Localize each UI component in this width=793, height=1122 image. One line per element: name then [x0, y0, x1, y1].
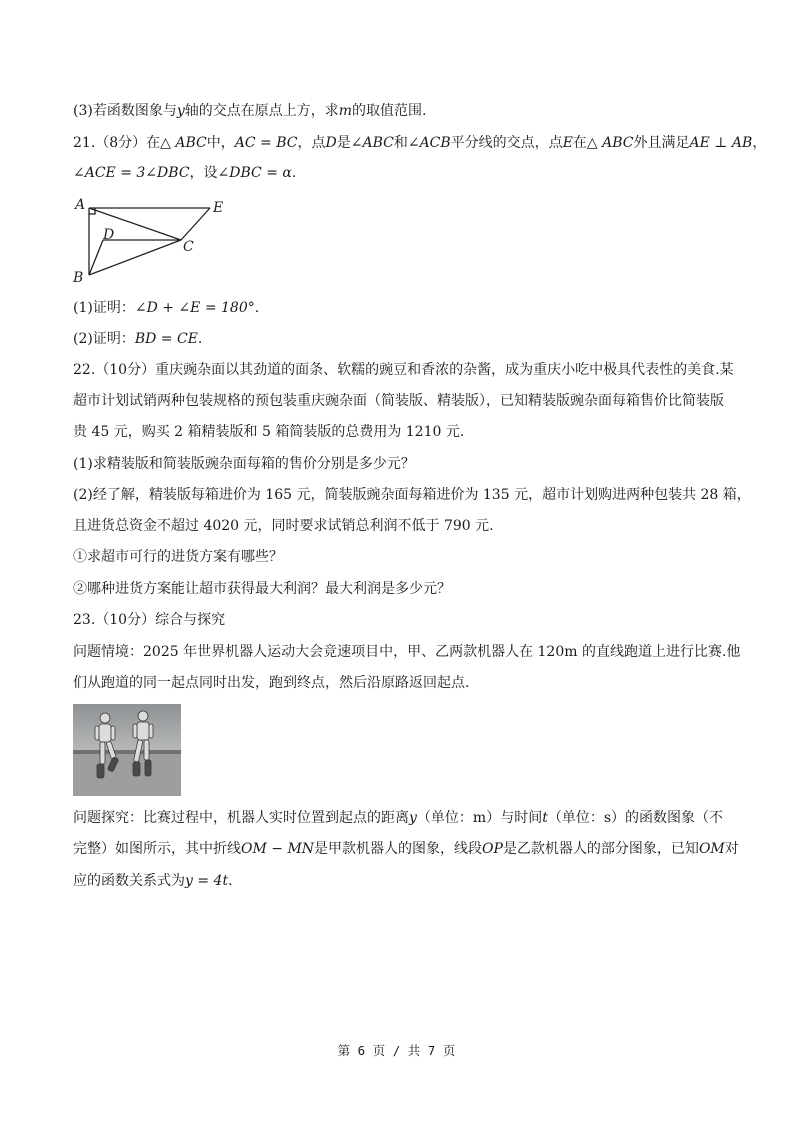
q22-line-2: 超市计划试销两种包装规格的预包装重庆豌杂面（简装版、精装版），已知精装版豌杂面每箱售价比简装版 [73, 393, 724, 409]
text: 外且满足 [633, 135, 690, 151]
q21-line-2 [73, 164, 296, 182]
text: (3)若函数图象与 [73, 103, 177, 119]
q21-part2 [73, 330, 202, 348]
math: DBC = α [229, 165, 292, 181]
text: 对 [724, 841, 739, 857]
text: 的取值范围. [352, 103, 427, 119]
math: AE ⊥ AB [689, 135, 753, 151]
q23-explore-line-2 [73, 840, 739, 858]
text: . [197, 331, 203, 347]
math: ∠ACE = 3∠DBC [73, 165, 190, 181]
math: D [325, 135, 337, 151]
text: ，设∠ [189, 165, 230, 181]
text: . [291, 165, 297, 181]
label-A: A [75, 197, 86, 213]
text: 是甲款机器人的图象，线段 [314, 841, 483, 857]
text: 在△ [572, 135, 603, 151]
text: 是乙款机器人的部分图象，已知 [502, 841, 699, 857]
text: 应的函数关系式为 [73, 873, 185, 889]
q22-part2-line-1: (2)经了解，精装版每箱进价为 165 元，简装版豌杂面每箱进价为 135 元，超市计划购进两种包装共 28 箱， [73, 487, 751, 503]
math: BD = CE [134, 331, 198, 347]
math: OP [482, 841, 503, 857]
math: ACB [419, 135, 451, 151]
q21-part1 [73, 299, 259, 317]
label-B: B [73, 270, 84, 286]
text: （单位：m）与时间 [416, 810, 543, 826]
math: y = 4t [185, 873, 229, 889]
math: OM [698, 841, 725, 857]
math: AC = BC [234, 135, 298, 151]
math: y [176, 103, 185, 119]
page-footer: 第 6 页 / 共 7 页 [337, 1043, 456, 1058]
geometry-figure [73, 196, 243, 288]
label-C: C [183, 239, 194, 255]
q22-sub2: ②哪种进货方案能让超市获得最大利润？最大利润是多少元？ [73, 581, 451, 597]
math: ABC [602, 135, 634, 151]
text: ，点 [297, 135, 326, 151]
q23-context-line-1: 问题情境：2025 年世界机器人运动大会竞速项目中，甲、乙两款机器人在 120m 的直线跑道上进行比赛.他 [73, 644, 741, 660]
segment-BC [89, 240, 181, 275]
text: ， [752, 135, 767, 151]
q22-part2-line-2: 且进货总资金不超过 4020 元，同时要求试销总利润不低于 790 元. [73, 518, 494, 534]
text: 21.（8分）在△ [73, 135, 176, 151]
math: m [338, 103, 353, 119]
q23-explore-line-3 [73, 872, 233, 890]
text: (2)证明： [73, 331, 135, 347]
text: (1)证明： [73, 300, 135, 316]
math: ABC [175, 135, 207, 151]
text: 轴的交点在原点上方，求 [184, 103, 339, 119]
math: ∠D + ∠E = 180° [134, 300, 255, 316]
segment-BD [89, 240, 103, 275]
q22-part1: (1)求精装版和简装版豌杂面每箱的售价分别是多少元？ [73, 456, 415, 472]
math: y [409, 810, 417, 826]
text: 平分线的交点，点 [450, 135, 563, 151]
text: 完整）如图所示，其中折线 [73, 841, 241, 857]
text: . [228, 873, 233, 889]
math: OM − MN [241, 841, 315, 857]
label-E: E [213, 200, 224, 216]
label-D: D [103, 227, 115, 243]
q22-line-3: 贵 45 元，购买 2 箱精装版和 5 箱简装版的总费用为 1210 元. [73, 424, 465, 440]
q23-explore-line-1 [73, 809, 723, 827]
text: （单位：s）的函数图象（不 [547, 810, 724, 826]
math: t [542, 810, 548, 826]
text: . [254, 300, 260, 316]
q23-title: 23.（10分）综合与探究 [73, 612, 226, 628]
robot-race-photo [73, 704, 181, 796]
text: 问题探究：比赛过程中，机器人实时位置到起点的距离 [73, 810, 409, 826]
q21-line-1 [73, 134, 766, 152]
q22-sub1: ①求超市可行的进货方案有哪些？ [73, 549, 283, 565]
math: ABC [362, 135, 394, 151]
text: 和∠ [393, 135, 420, 151]
text: 是∠ [336, 135, 363, 151]
math: E [562, 135, 573, 151]
segment-EC [181, 208, 210, 240]
q20-part3-line [73, 102, 427, 120]
text: 中， [206, 135, 235, 151]
q23-context-line-2: 们从跑道的同一起点同时出发，跑到终点，然后沿原路返回起点. [73, 675, 470, 691]
q22-line-1: 22.（10分）重庆豌杂面以其劲道的面条、软糯的豌豆和香浓的杂酱，成为重庆小吃中极具代表性的美食.某 [73, 362, 734, 378]
